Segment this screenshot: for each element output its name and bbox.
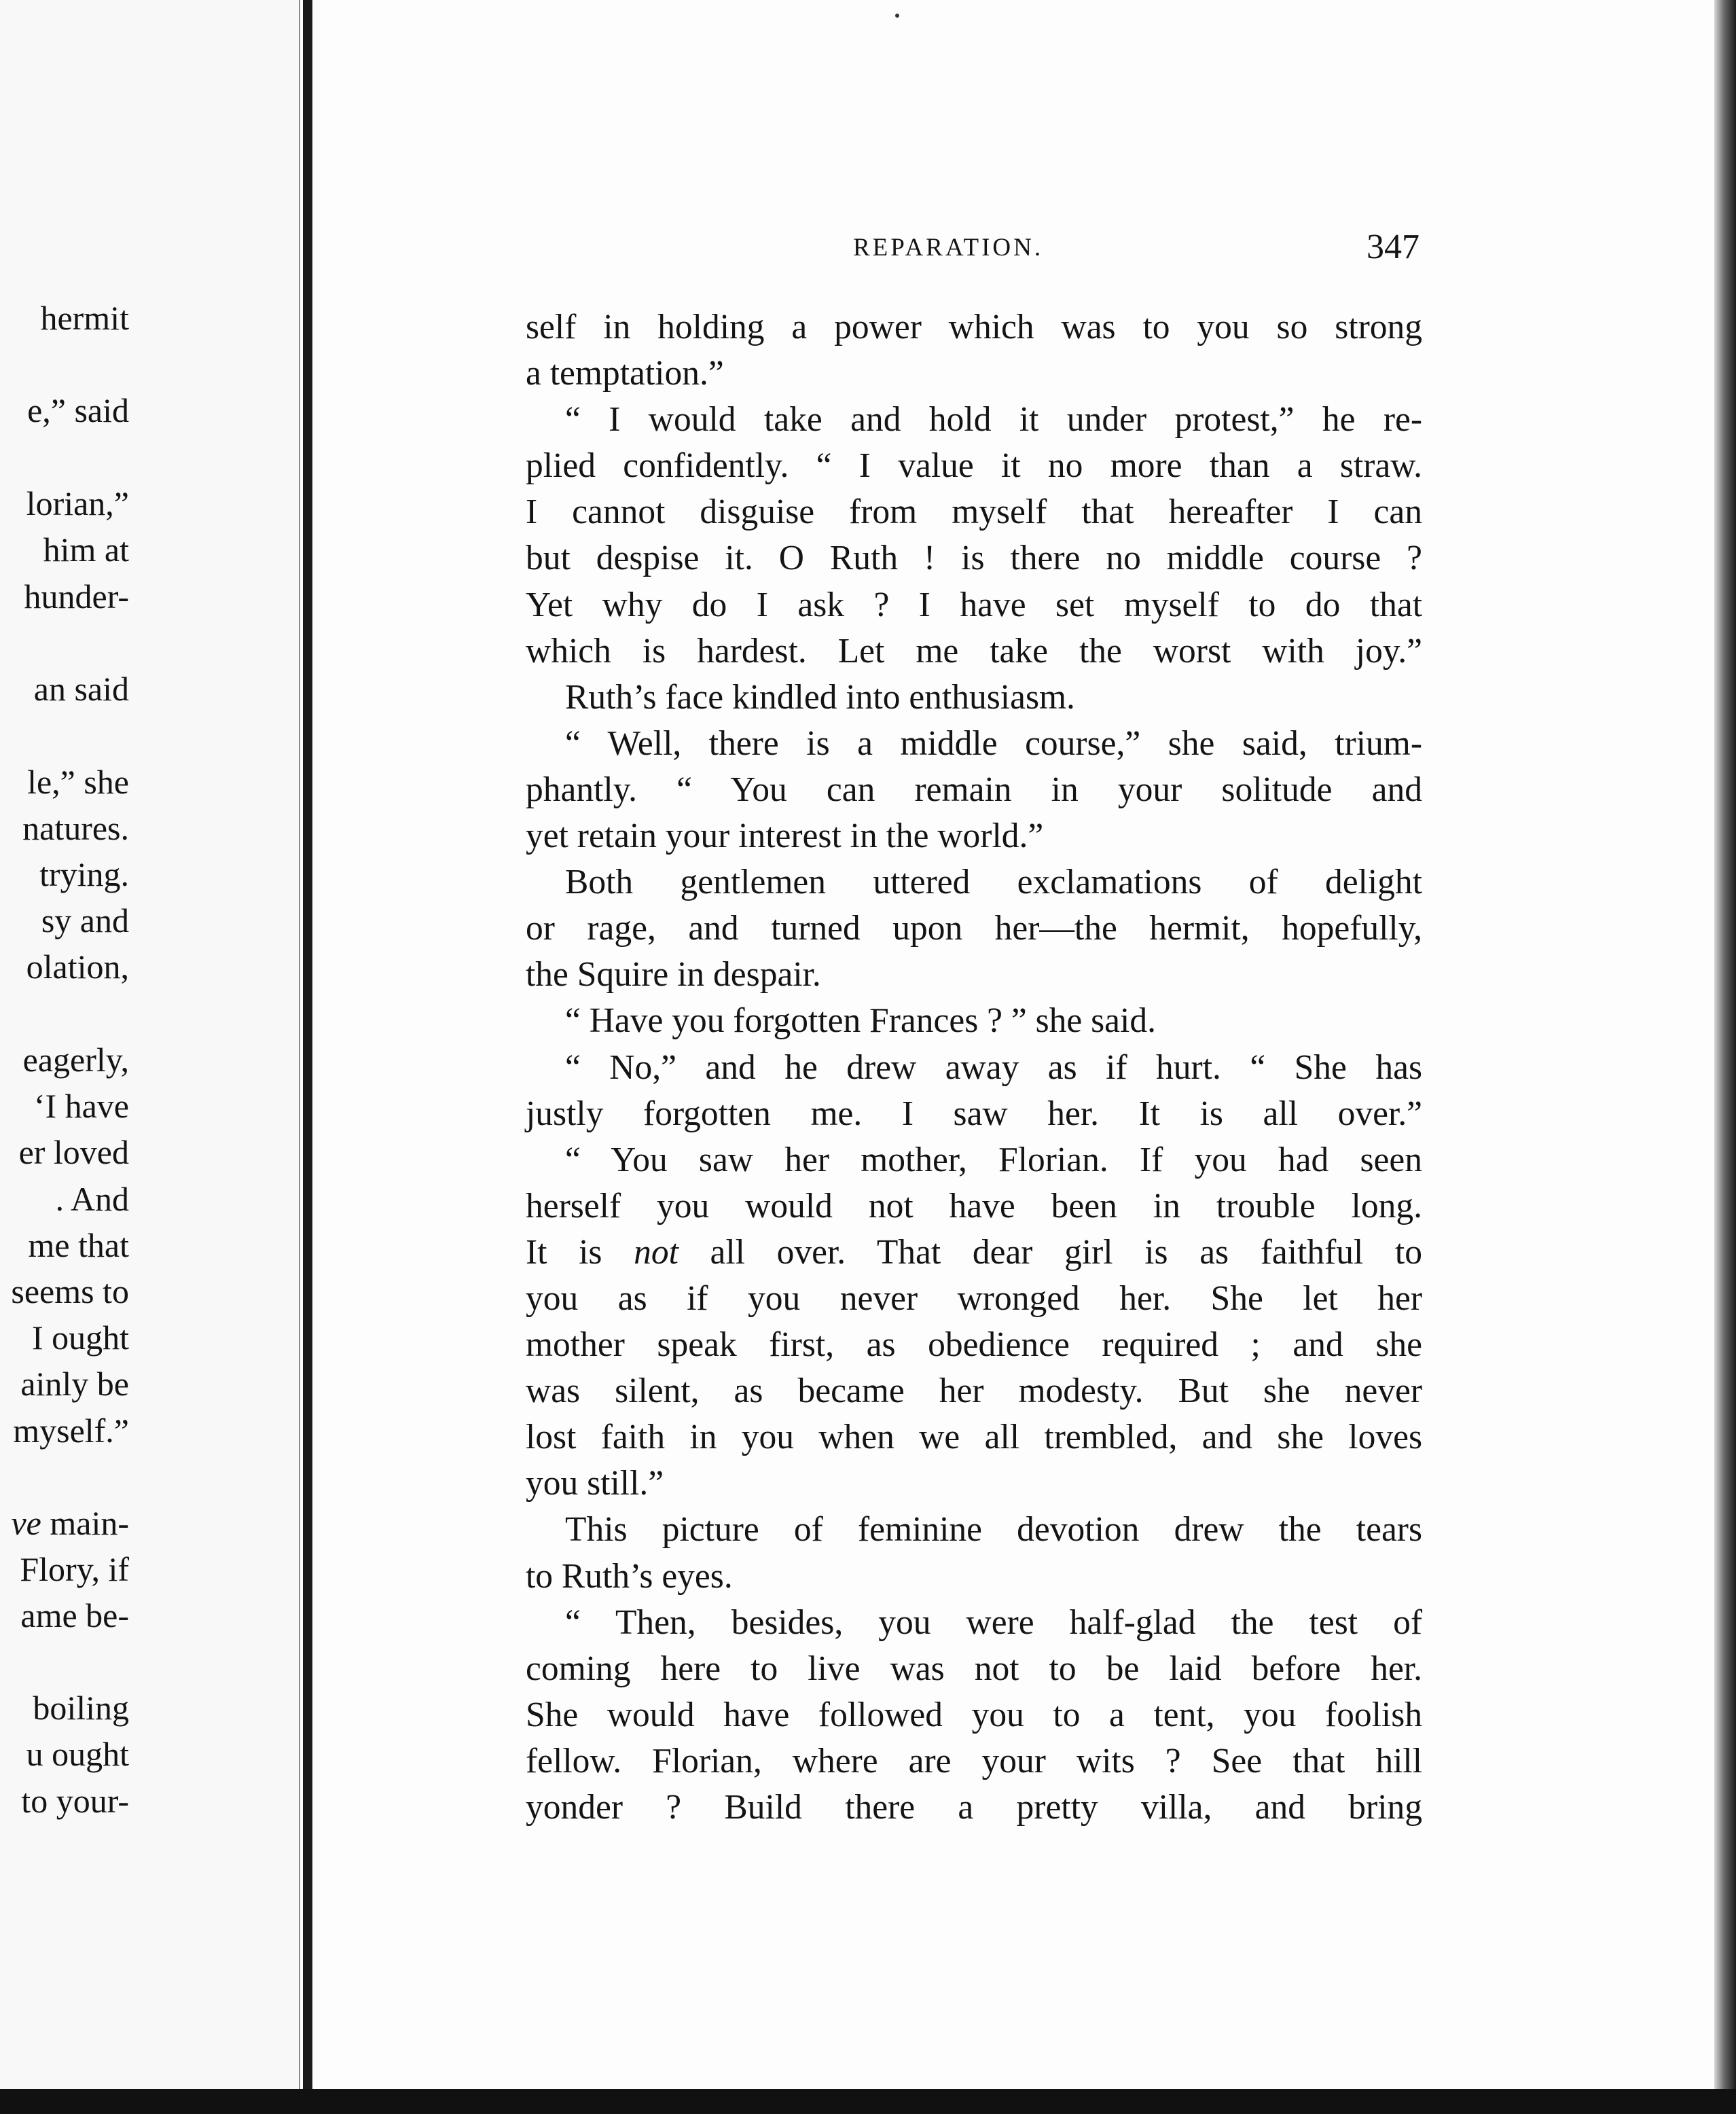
- text-line: She would have followed you to a tent, you foolish: [526, 1695, 1422, 1734]
- text-line: to Ruth’s eyes.: [526, 1556, 733, 1596]
- text-line: This picture of feminine devotion drew the tears: [565, 1510, 1422, 1549]
- text-line: the Squire in despair.: [526, 955, 821, 995]
- text-line: but despise it. O Ruth ! is there no middle course ?: [526, 539, 1422, 578]
- text-line: which is hardest. Let me take the worst with joy.”: [526, 631, 1422, 670]
- text-line: lost faith in you when we all trembled, and she loves: [526, 1418, 1422, 1457]
- left-fragment: lorian,”: [26, 484, 129, 522]
- text-line: was silent, as became her modesty. But she never: [526, 1372, 1422, 1411]
- text-line: mother speak first, as obedience required ; and she: [526, 1325, 1422, 1365]
- left-fragment: [11, 1506, 129, 1540]
- text-line: [526, 1230, 1422, 1276]
- left-fragment: eagerly,: [22, 1041, 129, 1079]
- left-fragment: to your-: [21, 1782, 129, 1820]
- page-edge-shadow: [1714, 0, 1736, 2089]
- scan-speck: [895, 14, 899, 18]
- text-line: you as if you never wronged her. She let her: [526, 1278, 1422, 1318]
- left-italic-fragment: ve: [11, 1504, 41, 1542]
- italic-emphasis: not: [634, 1232, 679, 1272]
- left-fragment: boiling: [33, 1689, 129, 1727]
- text-line: self in holding a power which was to you so strong: [526, 308, 1422, 346]
- left-fragment: seems to: [11, 1272, 129, 1310]
- left-fragment: myself.”: [13, 1412, 129, 1450]
- left-fragment: him at: [43, 531, 129, 569]
- left-fragment-text: main-: [50, 1504, 129, 1542]
- text-line: herself you would not have been in trouble long.: [526, 1186, 1422, 1225]
- scan-bottom-border: [0, 2089, 1736, 2114]
- text-line: yet retain your interest in the world.”: [526, 817, 1044, 856]
- text-line: you still.”: [526, 1464, 664, 1503]
- text-line: yonder ? Build there a pretty villa, and bring: [526, 1788, 1422, 1827]
- left-fragment: sy and: [41, 901, 129, 939]
- text-line: I cannot disguise from myself that hereafter I can: [526, 492, 1422, 532]
- text-line: plied confidently. “ I value it no more than a straw.: [526, 446, 1422, 486]
- text-line: “ You saw her mother, Florian. If you had seen: [565, 1140, 1422, 1179]
- left-fragment: Flory, if: [20, 1550, 129, 1588]
- text-line: phantly. “ You can remain in your solitude and: [526, 770, 1422, 809]
- left-fragment: hermit: [40, 299, 129, 337]
- running-head: REPARATION.: [853, 234, 1044, 262]
- left-fragment: e,” said: [27, 391, 129, 429]
- text-line: “ Well, there is a middle course,” she said, trium-: [565, 723, 1422, 763]
- left-fragment: er loved: [18, 1133, 129, 1171]
- text-line: fellow. Florian, where are your wits ? See that hill: [526, 1741, 1422, 1780]
- left-fragment: hunder-: [24, 577, 129, 615]
- text-line: Both gentlemen uttered exclamations of delight: [565, 863, 1422, 902]
- left-fragment: natures.: [22, 809, 129, 847]
- left-fragment: ainly be: [20, 1365, 129, 1403]
- text-run: It is: [526, 1232, 634, 1272]
- left-fragment: I ought: [31, 1319, 129, 1357]
- text-line: a temptation.”: [526, 354, 724, 393]
- text-line: Ruth’s face kindled into enthusiasm.: [565, 677, 1075, 717]
- left-fragment: olation,: [26, 948, 129, 986]
- left-fragment: ‘I have: [33, 1087, 129, 1125]
- left-fragment: an said: [33, 670, 129, 708]
- text-line: justly forgotten me. I saw her. It is all over.”: [526, 1094, 1422, 1133]
- text-line: “ Have you forgotten Frances ? ” she said.: [565, 1001, 1156, 1041]
- text-line: “ No,” and he drew away as if hurt. “ She has: [565, 1047, 1422, 1087]
- page-number: 347: [1367, 228, 1419, 266]
- text-line: “ I would take and hold it under protest,” he re-: [565, 400, 1422, 440]
- left-fragment: ame be-: [20, 1596, 129, 1634]
- left-fragment: me that: [28, 1226, 129, 1264]
- book-gutter: [303, 0, 312, 2089]
- text-line: or rage, and turned upon her—the hermit, hopefully,: [526, 909, 1422, 948]
- left-fragment: u ought: [26, 1735, 129, 1773]
- left-fragment: trying.: [39, 855, 129, 893]
- text-line: coming here to live was not to be laid before her.: [526, 1649, 1422, 1688]
- left-fragment: le,” she: [27, 763, 129, 801]
- text-line: “ Then, besides, you were half-glad the test of: [565, 1602, 1422, 1642]
- left-fragment: . And: [55, 1180, 129, 1218]
- text-run: all over. That dear girl is as faithful to: [678, 1232, 1422, 1272]
- body-text: [526, 304, 1422, 1831]
- text-line: Yet why do I ask ? I have set myself to do that: [526, 585, 1422, 624]
